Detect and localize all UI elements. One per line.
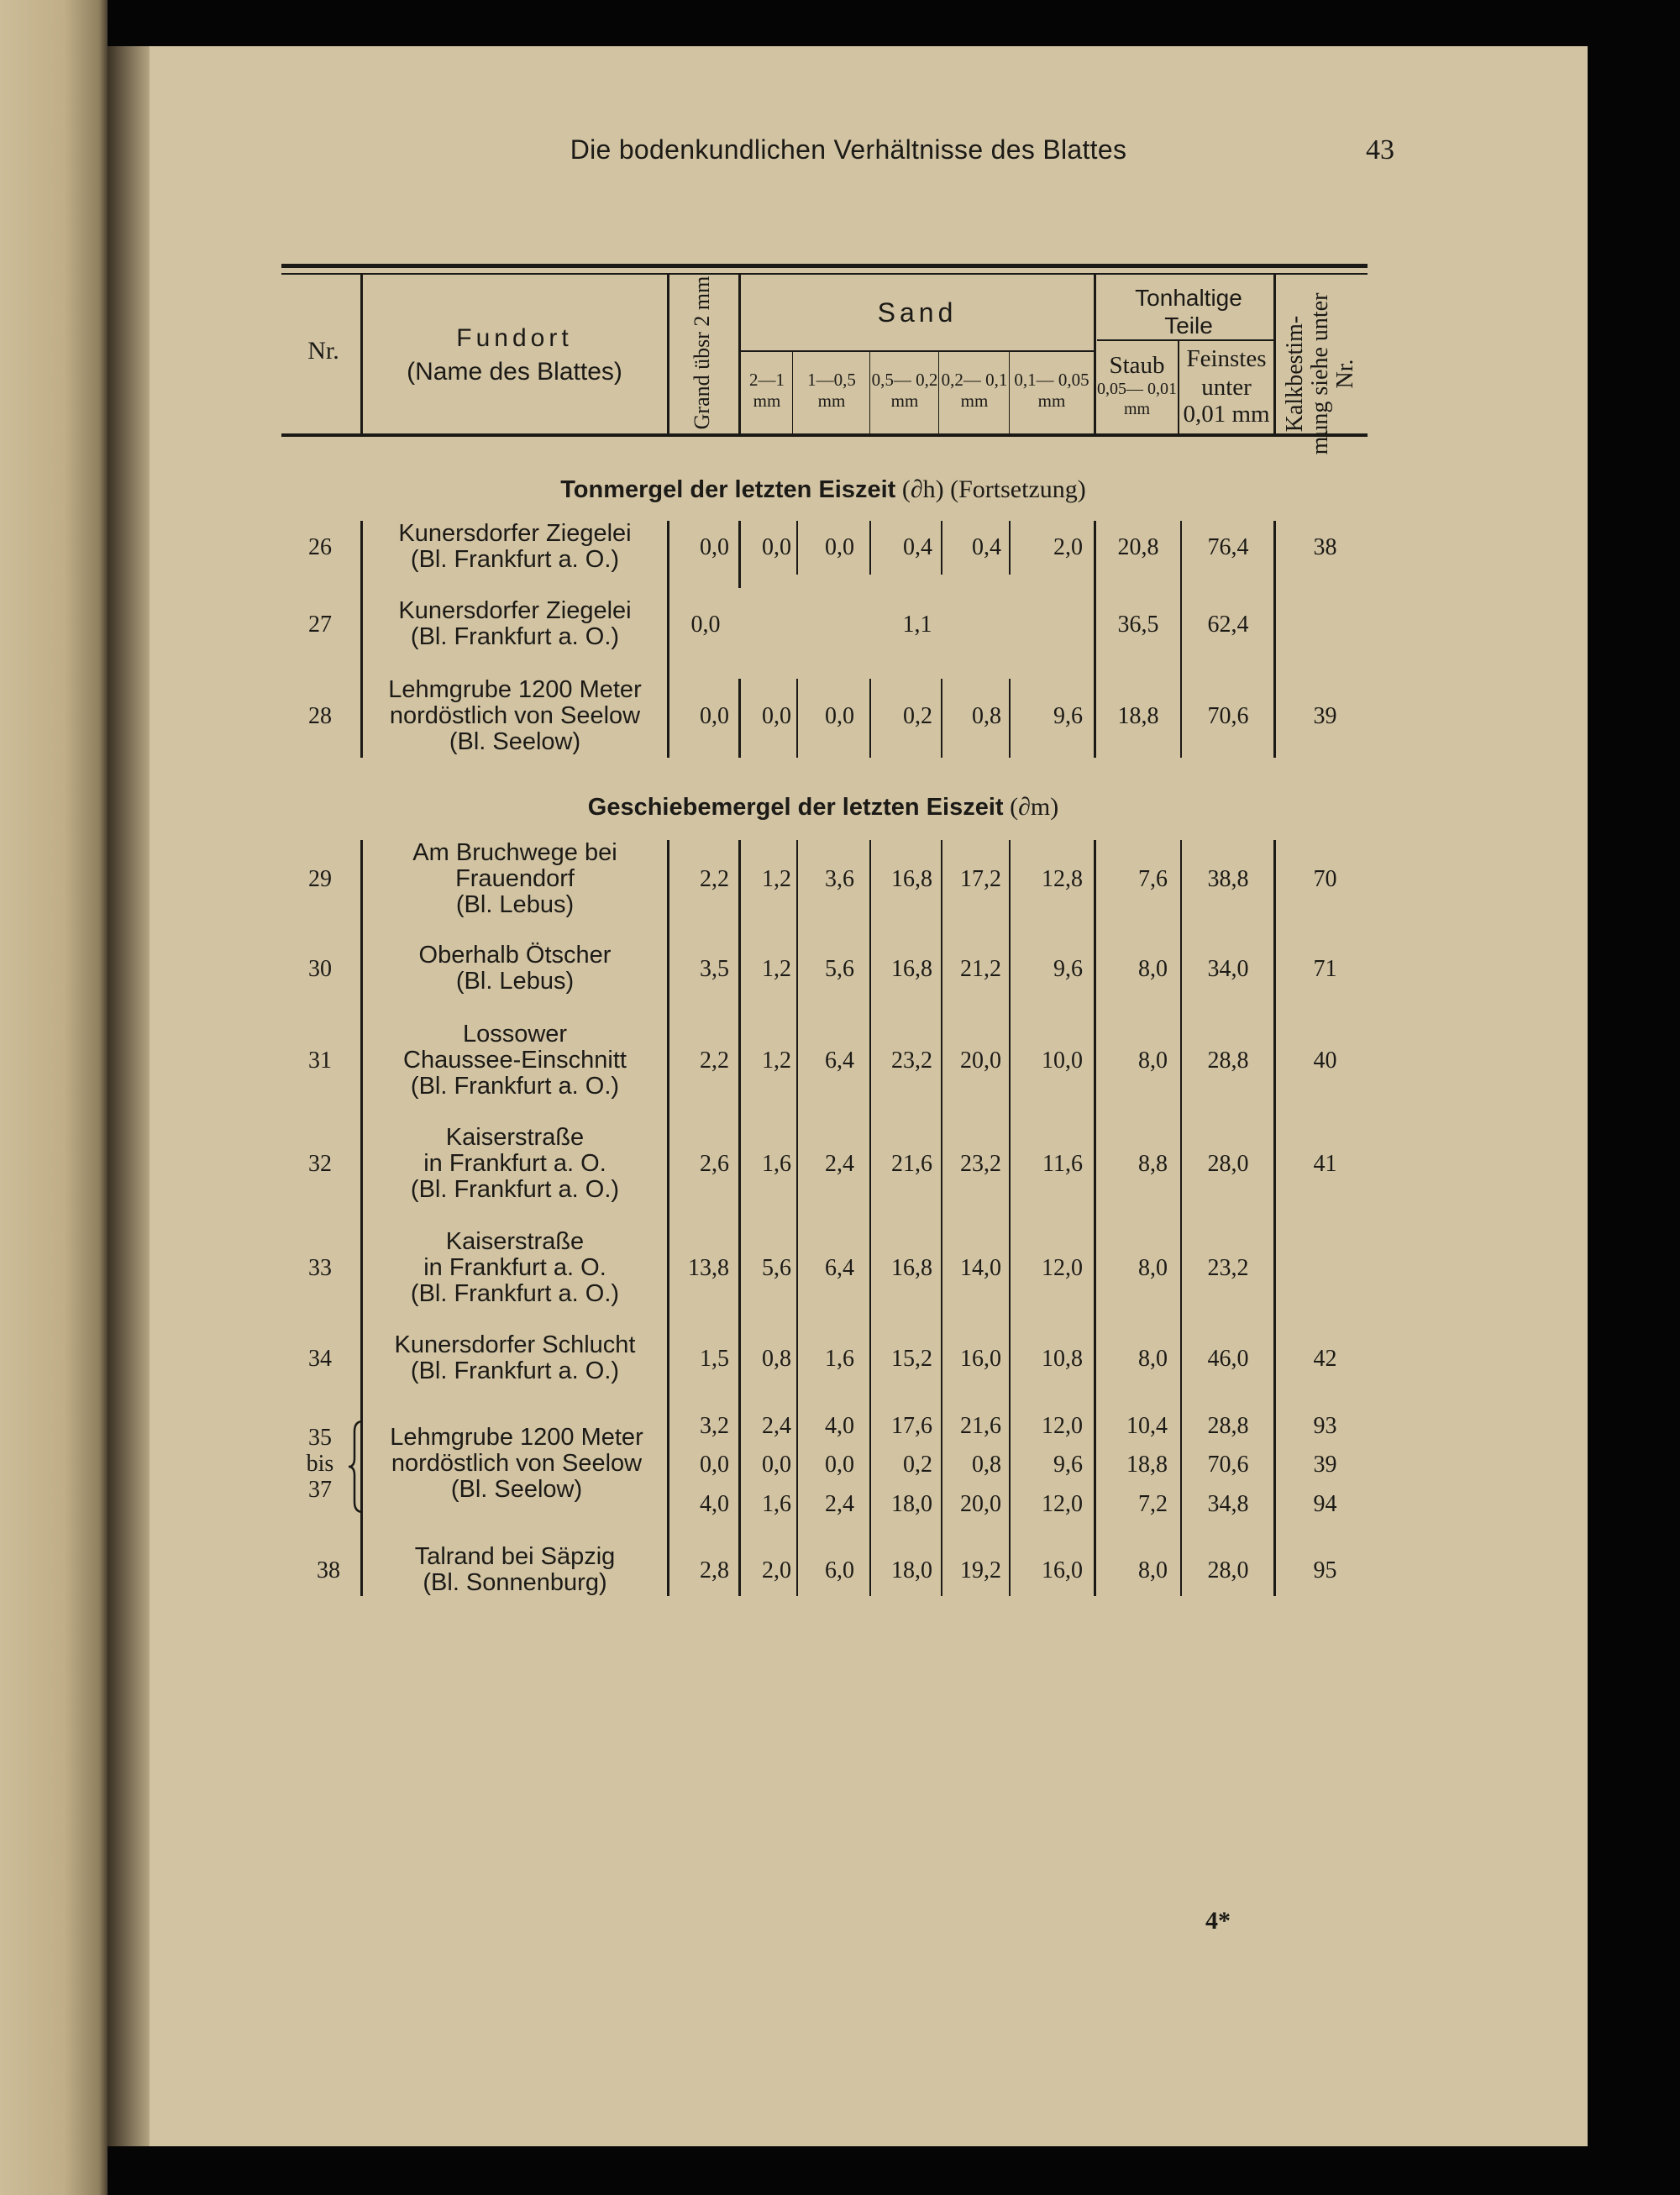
- cell-s3: 15,2: [891, 1346, 932, 1372]
- cell-s2: 4,0: [825, 1413, 854, 1439]
- body1-sep-nr: [360, 521, 363, 758]
- cell-s2: 0,0: [825, 534, 854, 560]
- page-number: 43: [1366, 134, 1394, 165]
- row-place: [364, 1332, 666, 1384]
- cell-feinstes: 28,0: [1207, 1151, 1249, 1177]
- place-line: (Bl. Frankfurt a. O.): [410, 1073, 620, 1100]
- body1-sep-s4-a: [1009, 521, 1011, 575]
- cell-kalk: 39: [1313, 703, 1337, 729]
- cell-s1: 2,0: [762, 1557, 791, 1583]
- row-nr: 26: [308, 534, 332, 560]
- col-header-sand: Sand: [877, 297, 958, 328]
- row-place: [364, 840, 666, 918]
- hdr-sep-staub: [1178, 340, 1179, 433]
- cell-kalk: 95: [1313, 1557, 1337, 1583]
- group-nr-line: 37: [308, 1477, 332, 1503]
- place-line: Am Bruchwege bei: [412, 839, 617, 866]
- cell-grand: 0,0: [690, 612, 721, 638]
- cell-kalk: 38: [1313, 534, 1337, 560]
- place-line: (Bl. Frankfurt a. O.): [410, 1176, 620, 1203]
- place-line: Kunersdorfer Schlucht: [394, 1331, 636, 1358]
- col-header-sand-02-01: 0,2— 0,1 mm: [941, 370, 1008, 411]
- cell-s3: 16,8: [891, 866, 932, 892]
- cell-s3: 23,2: [891, 1048, 932, 1074]
- cell-s3: 17,6: [891, 1413, 932, 1439]
- body1-sep-s3-b: [941, 679, 942, 758]
- cell-staub: 36,5: [1117, 612, 1159, 638]
- cell-s2: 2,4: [825, 1491, 854, 1517]
- row-place: [364, 1021, 666, 1100]
- body1-sep-staub: [1180, 521, 1182, 758]
- cell-feinstes: 34,0: [1207, 956, 1249, 982]
- cell-staub: 18,8: [1117, 703, 1159, 729]
- place-line: (Bl. Sonnenburg): [423, 1569, 607, 1596]
- place-line: Kunersdorfer Ziegelei: [398, 597, 632, 624]
- cell-s4: 0,4: [972, 534, 1001, 560]
- cell-grand: 1,5: [700, 1346, 729, 1372]
- cell-feinstes: 34,8: [1207, 1491, 1249, 1517]
- cell-grand: 3,5: [700, 956, 729, 982]
- hdr-sep-s1: [792, 351, 793, 433]
- cell-s5: 10,8: [1042, 1346, 1083, 1372]
- cell-s2: 0,0: [825, 1452, 854, 1478]
- place-line: in Frankfurt a. O.: [423, 1254, 606, 1281]
- cell-feinstes: 70,6: [1207, 1452, 1249, 1478]
- cell-kalk: 94: [1313, 1491, 1337, 1517]
- cell-s3: 21,6: [891, 1151, 932, 1177]
- place-line: Chaussee-Einschnitt: [403, 1047, 627, 1074]
- row-nr: 38: [317, 1557, 340, 1583]
- cell-staub: 8,8: [1138, 1151, 1168, 1177]
- place-line: in Frankfurt a. O.: [423, 1150, 606, 1177]
- row-nr: 32: [308, 1151, 332, 1177]
- body1-sep-ton: [1273, 521, 1276, 758]
- hdr-sep-s3: [938, 351, 939, 433]
- row-nr: 27: [308, 612, 332, 638]
- cell-sand-total: 1,1: [902, 612, 932, 638]
- cell-s4: 16,0: [960, 1346, 1001, 1372]
- body2-sep-staub: [1180, 840, 1182, 1596]
- col-header-sand-01-005: 0,1— 0,05 mm: [1014, 370, 1089, 411]
- body2-sep-fundort: [667, 840, 669, 1596]
- adjacent-page-edge: [0, 0, 108, 2195]
- table-top-rule-thin: [281, 273, 1368, 275]
- body1-sep-sand: [1094, 521, 1096, 758]
- place-line: Lehmgrube 1200 Meter: [390, 1424, 643, 1451]
- row-place: [364, 1544, 666, 1596]
- place-line: (Bl. Seelow): [449, 728, 581, 755]
- cell-s5: 2,0: [1053, 534, 1083, 560]
- cell-s5: 9,6: [1053, 956, 1083, 982]
- place-line: Frauendorf: [455, 865, 575, 892]
- col-header-staub: Staub: [1109, 352, 1165, 379]
- col-header-sand-2-1: 2—1 mm: [749, 370, 785, 411]
- signature-mark: 4*: [1205, 1907, 1231, 1935]
- cell-grand: 0,0: [700, 703, 729, 729]
- body2-sep-s1: [796, 840, 798, 1596]
- cell-s4: 21,2: [960, 956, 1001, 982]
- cell-s1: 1,2: [762, 866, 791, 892]
- body1-sep-s2-a: [869, 521, 871, 575]
- place-line: Kunersdorfer Ziegelei: [398, 520, 632, 547]
- table-top-rule: [281, 264, 1368, 268]
- cell-s1: 0,8: [762, 1346, 791, 1372]
- cell-grand: 2,2: [700, 866, 729, 892]
- cell-staub: 8,0: [1138, 1255, 1168, 1281]
- cell-s4: 20,0: [960, 1048, 1001, 1074]
- place-line: (Bl. Frankfurt a. O.): [410, 1357, 620, 1384]
- cell-s2: 3,6: [825, 866, 854, 892]
- cell-staub: 10,4: [1126, 1413, 1168, 1439]
- cell-grand: 3,2: [700, 1413, 729, 1439]
- tonhaltige-subheader-rule: [1097, 339, 1273, 341]
- cell-s2: 5,6: [825, 956, 854, 982]
- cell-s3: 18,0: [891, 1491, 932, 1517]
- cell-grand: 2,8: [700, 1557, 729, 1583]
- row-nr: 33: [308, 1255, 332, 1281]
- row-place: [364, 598, 666, 650]
- cell-staub: 8,0: [1138, 1346, 1168, 1372]
- col-header-fundort: Fundort: [456, 324, 573, 352]
- body1-sep-fundort: [667, 521, 669, 758]
- cell-kalk: 71: [1313, 956, 1337, 982]
- cell-s5: 10,0: [1042, 1048, 1083, 1074]
- col-header-fundort-sub: (Name des Blattes): [407, 358, 622, 386]
- col-header-tonhaltige: Tonhaltige Teile: [1135, 285, 1242, 339]
- row-nr: 28: [308, 703, 332, 729]
- cell-grand: 2,2: [700, 1048, 729, 1074]
- table-header-bottom-rule: [281, 433, 1368, 437]
- hdr-sep-s4: [1009, 351, 1010, 433]
- body1-sep-s1-a: [796, 521, 798, 575]
- cell-feinstes: 70,6: [1207, 703, 1249, 729]
- cell-staub: 8,0: [1138, 956, 1168, 982]
- cell-s4: 14,0: [960, 1255, 1001, 1281]
- cell-s5: 11,6: [1042, 1151, 1083, 1177]
- row-nr: 29: [308, 866, 332, 892]
- cell-grand: 0,0: [700, 1452, 729, 1478]
- place-line: (Bl. Frankfurt a. O.): [410, 623, 620, 650]
- cell-s5: 12,8: [1042, 866, 1083, 892]
- place-line: Talrand bei Säpzig: [414, 1543, 616, 1570]
- running-title: Die bodenkundlichen Verhältnisse des Blattes: [570, 134, 1127, 165]
- cell-kalk: 41: [1313, 1151, 1337, 1177]
- col-header-nr: Nr.: [307, 337, 339, 365]
- cell-feinstes: 38,8: [1207, 866, 1249, 892]
- cell-s5: 12,0: [1042, 1491, 1083, 1517]
- cell-s1: 1,2: [762, 1048, 791, 1074]
- body2-sep-grand: [738, 840, 741, 1596]
- row-nr: 31: [308, 1048, 332, 1074]
- book-gutter: [108, 46, 150, 2146]
- cell-s5: 16,0: [1042, 1557, 1083, 1583]
- cell-feinstes: 23,2: [1207, 1255, 1249, 1281]
- place-line: (Bl. Lebus): [455, 891, 575, 918]
- cell-s3: 18,0: [891, 1557, 932, 1583]
- row-place: [364, 1125, 666, 1203]
- cell-grand: 4,0: [700, 1491, 729, 1517]
- group-nr-line: 35: [308, 1425, 332, 1451]
- cell-s1: 1,6: [762, 1151, 791, 1177]
- row-place: [364, 677, 666, 755]
- row-nr: 34: [308, 1346, 332, 1372]
- hdr-sep-fundort: [667, 273, 669, 433]
- cell-grand: 2,6: [700, 1151, 729, 1177]
- body1-sep-s2-b: [869, 679, 871, 758]
- hdr-sep-nr: [360, 273, 363, 433]
- cell-feinstes: 76,4: [1207, 534, 1249, 560]
- cell-feinstes: 28,0: [1207, 1557, 1249, 1583]
- col-header-kalk: Kalkbestim- mung siehe unter Nr.: [1282, 292, 1358, 455]
- cell-s3: 16,8: [891, 1255, 932, 1281]
- cell-grand: 13,8: [688, 1255, 729, 1281]
- cell-s2: 2,4: [825, 1151, 854, 1177]
- cell-s1: 2,4: [762, 1413, 791, 1439]
- body2-sep-s4: [1009, 840, 1011, 1596]
- cell-s2: 0,0: [825, 703, 854, 729]
- place-line: Kaiserstraße: [445, 1228, 585, 1255]
- place-line: (Bl. Frankfurt a. O.): [410, 546, 620, 573]
- cell-staub: 18,8: [1126, 1452, 1168, 1478]
- place-line: Kaiserstraße: [445, 1124, 585, 1151]
- cell-s4: 0,8: [972, 1452, 1001, 1478]
- cell-s1: 0,0: [762, 1452, 791, 1478]
- body1-sep-s3-a: [941, 521, 942, 575]
- cell-s3: 0,2: [903, 703, 932, 729]
- cell-feinstes: 46,0: [1207, 1346, 1249, 1372]
- body2-sep-s2: [869, 840, 871, 1596]
- col-header-feinstes: Feinstes unter: [1186, 345, 1267, 402]
- section-title-bold: Geschiebemergel der letzten Eiszeit: [587, 794, 1004, 821]
- cell-s5: 9,6: [1053, 1452, 1083, 1478]
- cell-s3: 0,2: [903, 1452, 932, 1478]
- cell-staub: 8,0: [1138, 1557, 1168, 1583]
- body2-sep-ton: [1273, 840, 1276, 1596]
- cell-kalk: 70: [1313, 866, 1337, 892]
- place-line: nordöstlich von Seelow: [389, 702, 641, 729]
- cell-s4: 17,2: [960, 866, 1001, 892]
- row-nr: 30: [308, 956, 332, 982]
- col-header-sand-1-05: 1—0,5 mm: [807, 370, 856, 411]
- hdr-sep-s2: [869, 351, 870, 433]
- col-header-grand: Grand übsr 2 mm: [690, 276, 714, 430]
- col-header-feinstes-range: 0,01 mm: [1183, 401, 1270, 428]
- place-line: (Bl. Lebus): [455, 968, 575, 995]
- cell-s1: 1,2: [762, 956, 791, 982]
- cell-kalk: 39: [1313, 1452, 1337, 1478]
- group-nr-line: bis: [306, 1451, 334, 1477]
- cell-kalk: 40: [1313, 1048, 1337, 1074]
- place-line: (Bl. Frankfurt a. O.): [410, 1280, 620, 1307]
- cell-s1: 0,0: [762, 703, 791, 729]
- brace-icon: [346, 1420, 366, 1514]
- cell-s1: 1,6: [762, 1491, 791, 1517]
- cell-s2: 6,4: [825, 1255, 854, 1281]
- cell-s2: 6,4: [825, 1048, 854, 1074]
- body2-sep-sand: [1094, 840, 1096, 1596]
- cell-s5: 9,6: [1053, 703, 1083, 729]
- place-line: Lehmgrube 1200 Meter: [388, 676, 642, 703]
- section-title-tonmergel: [277, 475, 1369, 504]
- row-place: [364, 1229, 666, 1307]
- place-line: Oberhalb Ötscher: [418, 942, 612, 969]
- body1-sep-s1-b: [796, 679, 798, 758]
- hdr-sep-ton: [1273, 273, 1276, 433]
- cell-grand: 0,0: [700, 534, 729, 560]
- cell-s2: 6,0: [825, 1557, 854, 1583]
- place-line: (Bl. Seelow): [450, 1476, 583, 1503]
- section-title-bold: Tonmergel der letzten Eiszeit: [560, 476, 896, 503]
- sand-subheader-rule: [741, 350, 1094, 352]
- cell-s4: 21,6: [960, 1413, 1001, 1439]
- cell-s3: 0,4: [903, 534, 932, 560]
- cell-staub: 7,6: [1138, 866, 1168, 892]
- cell-s4: 20,0: [960, 1491, 1001, 1517]
- col-header-staub-range: 0,05— 0,01 mm: [1097, 380, 1177, 418]
- section-title-rest: (∂m): [1010, 793, 1059, 821]
- cell-staub: 20,8: [1117, 534, 1159, 560]
- cell-s1: 5,6: [762, 1255, 791, 1281]
- cell-s2: 1,6: [825, 1346, 854, 1372]
- section-title-rest: (∂h) (Fortsetzung): [901, 475, 1086, 503]
- cell-feinstes: 28,8: [1207, 1413, 1249, 1439]
- cell-s5: 12,0: [1042, 1255, 1083, 1281]
- row-place: [364, 943, 666, 995]
- col-header-sand-05-02: 0,5— 0,2 mm: [871, 370, 938, 411]
- section-title-geschiebemergel: [277, 793, 1369, 822]
- cell-feinstes: 62,4: [1207, 612, 1249, 638]
- place-line: Lossower: [462, 1021, 568, 1048]
- row-place: [364, 521, 666, 573]
- cell-s4: 0,8: [972, 703, 1001, 729]
- cell-s3: 16,8: [891, 956, 932, 982]
- place-line: nordöstlich von Seelow: [391, 1450, 643, 1477]
- cell-staub: 8,0: [1138, 1048, 1168, 1074]
- body2-sep-s3: [941, 840, 942, 1596]
- body1-sep-s4-b: [1009, 679, 1011, 758]
- cell-s1: 0,0: [762, 534, 791, 560]
- row-place: [370, 1425, 664, 1503]
- cell-s4: 23,2: [960, 1151, 1001, 1177]
- cell-s4: 19,2: [960, 1557, 1001, 1583]
- cell-kalk: 93: [1313, 1413, 1337, 1439]
- cell-staub: 7,2: [1138, 1491, 1168, 1517]
- cell-feinstes: 28,8: [1207, 1048, 1249, 1074]
- cell-kalk: 42: [1313, 1346, 1337, 1372]
- cell-s5: 12,0: [1042, 1413, 1083, 1439]
